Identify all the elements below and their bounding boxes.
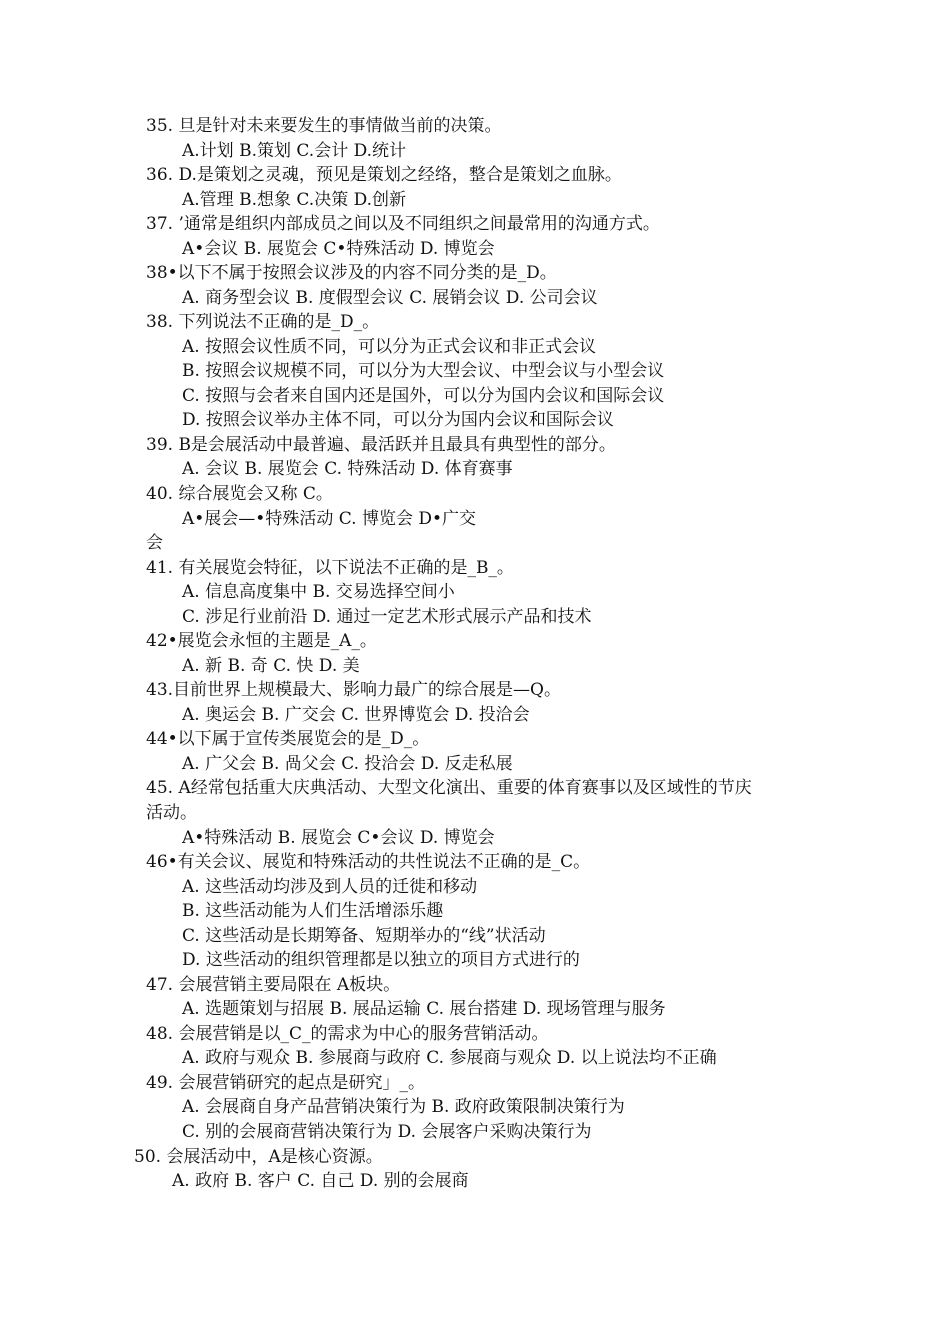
question-39-options: A. 会议 B. 展览会 C. 特殊活动 D. 体育赛事 [182, 459, 513, 479]
question-45-options: A•特殊活动 B. 展览会 C•会议 D. 博览会 [182, 828, 495, 848]
question-37: 37. ’通常是组织内部成员之间以及不同组织之间最常用的沟通方式。 [146, 214, 660, 234]
question-46-option-a: A. 这些活动均涉及到人员的迁徙和移动 [182, 877, 478, 897]
question-38a: 38•以下不属于按照会议涉及的内容不同分类的是_D。 [146, 263, 557, 283]
question-48-options: A. 政府与观众 B. 参展商与政府 C. 参展商与观众 D. 以上说法均不正确 [182, 1048, 717, 1068]
question-44-options: A. 广父会 B. 咼父会 C. 投洽会 D. 反走私展 [182, 754, 513, 774]
question-40-options: A•展会—•特殊活动 C. 博览会 D•广交 [182, 509, 477, 529]
question-40: 40. 综合展览会又称 C。 [146, 484, 333, 504]
question-43-options: A. 奥运会 B. 广交会 C. 世界博览会 D. 投洽会 [182, 705, 530, 725]
question-38b-option-d: D. 按照会议举办主体不同，可以分为国内会议和国际会议 [182, 410, 614, 430]
question-36: 36. D.是策划之灵魂，预见是策划之经络，整合是策划之血脉。 [146, 165, 622, 185]
question-47: 47. 会展营销主要局限在 A板块。 [146, 975, 401, 995]
question-37-options: A•会议 B. 展览会 C•特殊活动 D. 博览会 [182, 239, 495, 259]
question-49-options-1: A. 会展商自身产品营销决策行为 B. 政府政策限制决策行为 [182, 1097, 625, 1117]
question-47-options: A. 选题策划与招展 B. 展品运输 C. 展台搭建 D. 现场管理与服务 [182, 999, 666, 1019]
question-46-option-b: B. 这些活动能为人们生活增添乐趣 [182, 901, 444, 921]
question-41: 41. 有关展览会特征，以下说法不正确的是_B_。 [146, 558, 514, 578]
question-49-options-2: C. 别的会展商营销决策行为 D. 会展客户采购决策行为 [182, 1122, 592, 1142]
question-38b-option-b: B. 按照会议规模不同，可以分为大型会议、中型会议与小型会议 [182, 361, 665, 381]
question-50: 50. 会展活动中，A是核心资源。 [134, 1147, 383, 1167]
question-44: 44•以下属于宣传类展览会的是_D_。 [146, 729, 430, 749]
question-50-options: A. 政府 B. 客户 C. 自己 D. 别的会展商 [172, 1171, 469, 1191]
question-46-option-c: C. 这些活动是长期筹备、短期举办的“线”状活动 [182, 926, 546, 946]
question-38b: 38. 下列说法不正确的是_D_。 [146, 312, 380, 332]
question-45-wrap: 活动。 [146, 803, 197, 823]
question-39: 39. B是会展活动中最普遍、最活跃并且最具有典型性的部分。 [146, 435, 616, 455]
question-49: 49. 会展营销研究的起点是研究」_。 [146, 1073, 425, 1093]
question-38a-options: A. 商务型会议 B. 度假型会议 C. 展销会议 D. 公司会议 [182, 288, 598, 308]
question-46-option-d: D. 这些活动的组织管理都是以独立的项目方式进行的 [182, 950, 580, 970]
question-35: 35. 旦是针对未来要发生的事情做当前的决策。 [146, 116, 502, 136]
question-38b-option-a: A. 按照会议性质不同，可以分为正式会议和非正式会议 [182, 337, 597, 357]
question-48: 48. 会展营销是以_C_的需求为中心的服务营销活动。 [146, 1024, 549, 1044]
question-35-options: A.计划 B.策划 C.会计 D.统计 [182, 141, 407, 161]
question-36-options: A.管理 B.想象 C.决策 D.创新 [182, 190, 407, 210]
question-41-options-2: C. 涉足行业前沿 D. 通过一定艺术形式展示产品和技术 [182, 607, 592, 627]
question-38b-option-c: C. 按照与会者来自国内还是国外，可以分为国内会议和国际会议 [182, 386, 665, 406]
question-43: 43.目前世界上规模最大、影响力最广的综合展是—Q。 [146, 680, 561, 700]
question-46: 46•有关会议、展览和特殊活动的共性说法不正确的是_C。 [146, 852, 591, 872]
question-41-options-1: A. 信息高度集中 B. 交易选择空间小 [182, 582, 455, 602]
question-42-options: A. 新 B. 奇 C. 快 D. 美 [182, 656, 360, 676]
question-40-options-wrap: 会 [146, 533, 163, 553]
question-42: 42•展览会永恒的主题是_A_。 [146, 631, 377, 651]
question-45: 45. A经常包括重大庆典活动、大型文化演出、重要的体育赛事以及区域性的节庆 [146, 778, 752, 798]
